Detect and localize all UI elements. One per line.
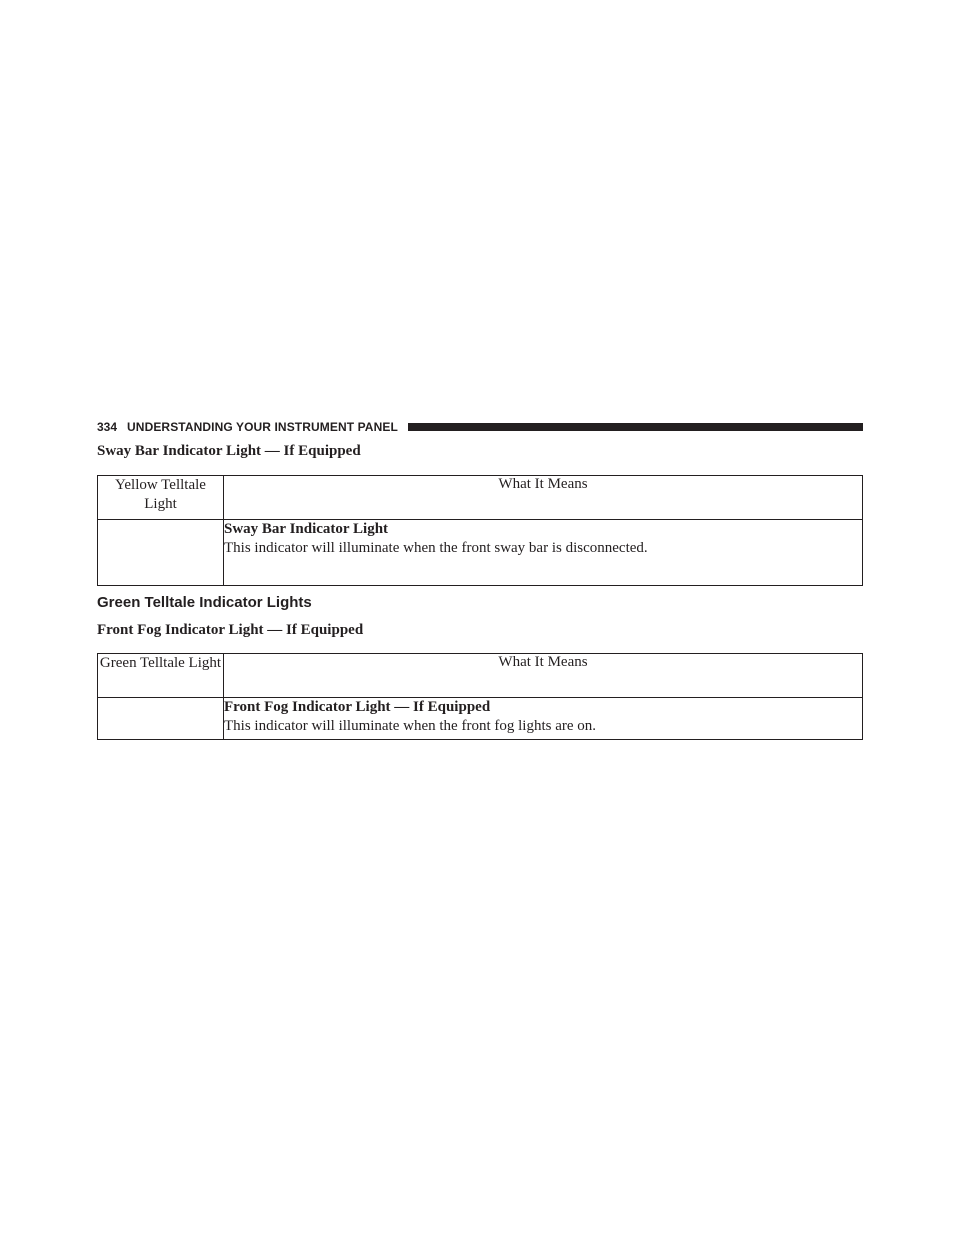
sway-bar-heading: Sway Bar Indicator Light — If Equipped bbox=[97, 443, 361, 459]
section-title: UNDERSTANDING YOUR INSTRUMENT PANEL bbox=[127, 420, 398, 434]
header-rule bbox=[408, 423, 863, 431]
col-header-yellow-telltale-light: Yellow Telltale Light bbox=[98, 476, 224, 520]
table-header-row bbox=[98, 476, 863, 520]
col-header-green-telltale-light: Green Telltale Light bbox=[98, 654, 224, 698]
description-body: This indicator will illuminate when the front sway bar is disconnected. bbox=[224, 540, 648, 556]
front-fog-heading: Front Fog Indicator Light — If Equipped bbox=[97, 622, 364, 638]
page-header bbox=[97, 418, 863, 436]
table-row bbox=[98, 520, 863, 586]
description-cell bbox=[224, 520, 863, 586]
page-number: 334 bbox=[97, 420, 118, 434]
table-row bbox=[98, 698, 863, 740]
description-title: Front Fog Indicator Light — If Equipped bbox=[224, 699, 491, 715]
col-header-what-it-means: What It Means bbox=[224, 654, 863, 698]
col-header-what-it-means: What It Means bbox=[224, 476, 863, 520]
green-telltale-heading: Green Telltale Indicator Lights bbox=[97, 594, 312, 611]
table-header-row bbox=[98, 654, 863, 698]
front-fog-table bbox=[97, 653, 863, 740]
sway-bar-table bbox=[97, 475, 863, 586]
telltale-icon-cell bbox=[98, 520, 224, 586]
telltale-icon-cell bbox=[98, 698, 224, 740]
description-cell bbox=[224, 698, 863, 740]
description-body: This indicator will illuminate when the front fog lights are on. bbox=[224, 718, 597, 734]
description-title: Sway Bar Indicator Light bbox=[224, 521, 389, 537]
